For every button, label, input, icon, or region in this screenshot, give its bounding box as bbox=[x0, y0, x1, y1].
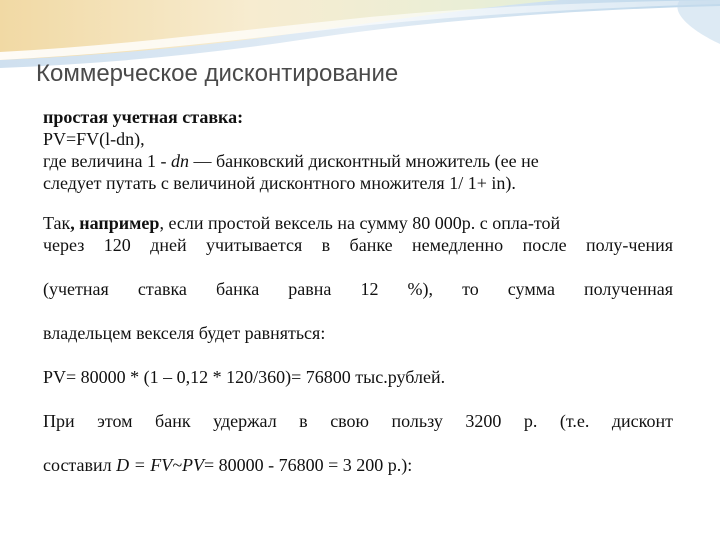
calculation-line: PV= 80000 * (1 – 0,12 * 120/360)= 76800 тыс.рублей. bbox=[43, 367, 446, 387]
discount-formula-inline: D = FV~PV bbox=[116, 455, 204, 475]
conclusion-line-1: При этом банк удержал в свою пользу 3200 р. (т.е. дисконт bbox=[43, 411, 673, 431]
section-heading bbox=[43, 106, 673, 128]
example-line-1: Так, например, если простой вексель на сумму 80 000р. с опла-той bbox=[43, 213, 561, 233]
example-paragraph bbox=[43, 212, 673, 344]
slide-content bbox=[43, 106, 673, 476]
conclusion-paragraph bbox=[43, 410, 673, 476]
definition-line-1: где величина 1 - dn — банковский дисконтный множитель (ее не bbox=[43, 151, 539, 171]
heading-text: простая учетная ставка: bbox=[43, 107, 244, 127]
definition-line-2: следует путать с величиной дисконтного множителя 1/ 1+ in). bbox=[43, 173, 516, 193]
dn-variable: dn bbox=[170, 151, 189, 171]
example-line-2: через 120 дней учитывается в банке немедленно после полу-чения bbox=[43, 235, 673, 255]
slide-title: Коммерческое дисконтирование bbox=[36, 60, 399, 87]
example-line-4: владельцем векселя будет равняться: bbox=[43, 323, 326, 343]
discount-formula: PV=FV(l-dn), bbox=[43, 129, 145, 149]
example-line-3: (учетная ставка банка равна 12 %), то сумма полученная bbox=[43, 279, 673, 299]
example-emphasis: , например bbox=[70, 213, 160, 233]
conclusion-line-2: составил D = FV~PV= 80000 - 76800 = 3 200 р.): bbox=[43, 455, 413, 475]
